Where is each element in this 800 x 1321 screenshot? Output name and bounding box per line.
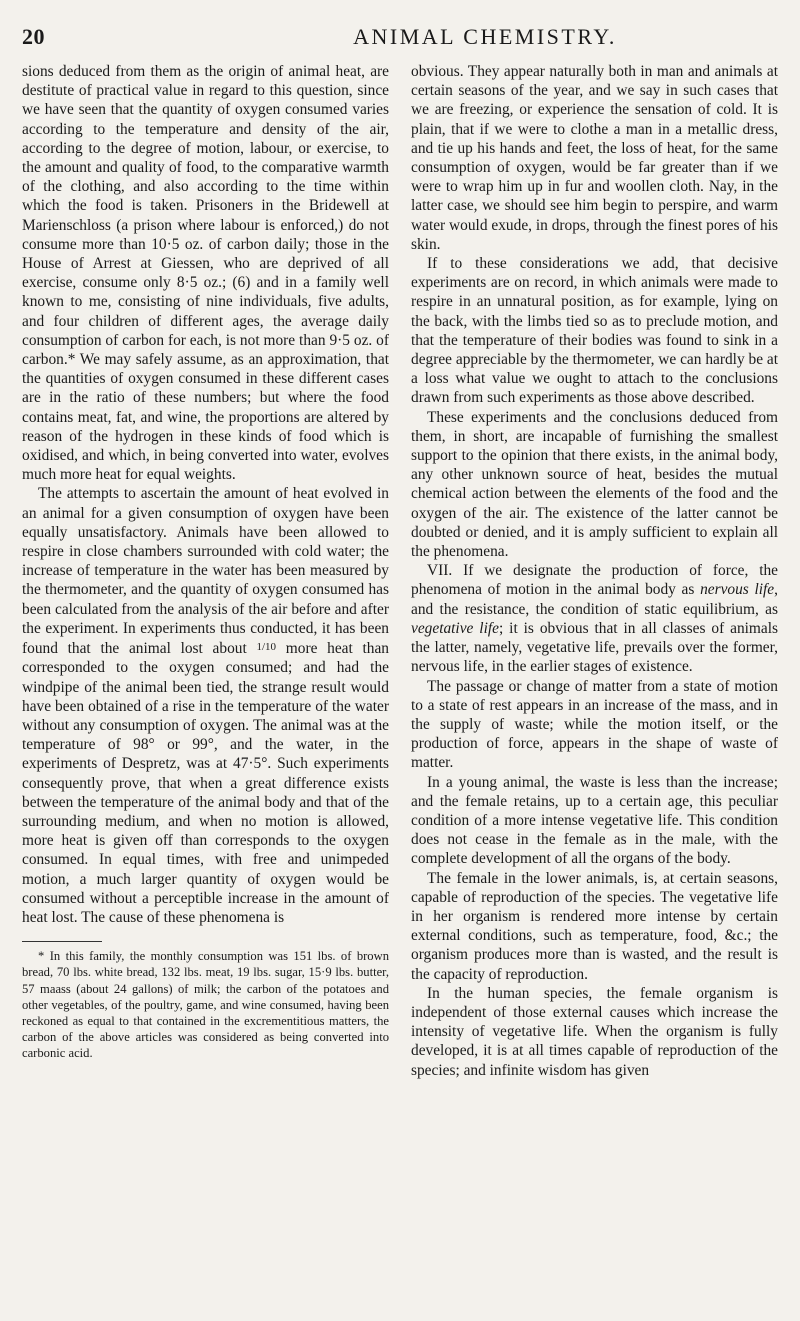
paragraph: In the human species, the female organism is independent of those external causes which increase the intensity of vegetative life. When the organism is fully developed, it is at all times capable of reproduction of the species; and infinite wisdom has given — [411, 984, 778, 1079]
paragraph-text: , and the resistance, the condition of static equilibrium, as — [411, 581, 778, 618]
fraction: 1/10 — [256, 641, 277, 654]
page-header — [22, 20, 778, 54]
emphasis: vegetative life — [411, 619, 499, 637]
left-column — [22, 62, 389, 1062]
paragraph: obvious. They appear naturally both in man and animals at certain seasons of the year, and we say in such cases that we are freezing, or experience the sensation of cold. It is plain, that if we were to clothe a man in a metallic dress, and tie up his hands and feet, the loss of heat, for the same consumption of oxygen, would be far greater than if we were to wrap him up in fur and woollen cloth. Nay, in the latter case, we should see him begin to perspire, and warm water would exude, in drops, through the finest pores of his skin. — [411, 63, 778, 253]
running-head: ANIMAL CHEMISTRY. — [353, 24, 617, 49]
footnote-rule — [22, 941, 102, 942]
paragraph: sions deduced from them as the origin of animal heat, are destitute of practical value in regard to this question, since we have seen that the quantity of oxygen consumed varies according to the temperature and density of the air, according to the degree of motion, labour, or exercise, to the amount and quality of food, to the comparative warmth of the clothing, and also according to the time within which the food is taken. Prisoners in the Bridewell at Marienschloss (a prison where labour is enforced,) do not consume more than 10·5 oz. of carbon daily; those in the House of Arrest at Giessen, who are deprived of all exercise, consume only 8·5 oz.; (6) and in a family well known to me, consisting of nine individuals, five adults, and four children of different ages, the average daily consumption of carbon for each, is not more than 9·5 oz. of carbon.* We may safely assume, as an approximation, that the quantities of oxygen consumed in these different cases are in the ratio of these numbers; but where the food contains meat, fat, and wine, the proportions are altered by reason of the hydrogen in these kinds of food which is oxidised, and which, in being converted into water, evolves much more heat for equal weights. — [22, 63, 389, 484]
emphasis: nervous life — [700, 581, 775, 599]
footnote: * In this family, the monthly consumption was 151 lbs. of brown bread, 70 lbs. white bread, 132 lbs. meat, 19 lbs. sugar, 15·9 lbs. butter, 57 maass (about 24 gallons) of milk; the carbon of the potatoes and other vegetables, of the poultry, game, and wine consumed, having been reckoned as equal to that contained in the excrementitious matters, the carbon of the above articles was considered as being converted into carbonic acid. — [22, 949, 389, 1061]
paragraph — [22, 484, 389, 927]
paragraph — [411, 561, 778, 676]
paragraph: The female in the lower animals, is, at certain seasons, capable of reproduction of the species. The vegetative life in her organism is rendered more intense by certain external conditions, such as temperature, food, &c.; the organism produces more than is wasted, and the result is the capacity of reproduction. — [411, 869, 778, 983]
paragraph: The passage or change of matter from a state of motion to a state of rest appears in an increase of the mass, and in the supply of waste; while the motion itself, or the production of force, appears in the shape of waste of matter. — [411, 677, 778, 772]
paragraph: In a young animal, the waste is less than the increase; and the female retains, up to a certain age, this peculiar condition of a more intense vegetative life. This condition does not cease in the female as in the male, with the complete development of all the organs of the body. — [411, 773, 778, 868]
paragraph-text: ; it is obvious that in all classes of animals the latter, namely, vegetative life, prevails over the former, nervous life, in the earlier stages of existence. — [411, 619, 778, 676]
paragraph: If to these considerations we add, that decisive experiments are on record, in which animals were made to respire in an unnatural position, as for example, lying on the back, with the limbs tied so as to preclude motion, and that the temperature of their bodies was found to sink in a degree appreciable by the thermometer, we can hardly be at a loss what value we ought to attach to the conclusions drawn from such experiments as those above described. — [411, 255, 778, 407]
right-column — [411, 62, 778, 1080]
paragraph-text: The attempts to ascertain the amount of heat evolved in an animal for a given consumption of oxygen have been equally unsatisfactory. Animals have been allowed to respire in close chambers surrounded with cold water; the increase of temperature in the water has been measured by the thermometer, and the quantity of oxygen consumed has been calculated from the analysis of the air before and after the experiment. In experiments thus conducted, it has been found that the animal lost about — [22, 485, 389, 658]
paragraph: These experiments and the conclusions deduced from them, in short, are incapable of furnishing the smallest support to the opinion that there exists, in the animal body, any other unknown source of heat, besides the mutual chemical action between the elements of the food and the oxygen of the air. The existence of the latter cannot be doubted or denied, and it is amply sufficient to explain all the phenomena. — [411, 408, 778, 561]
page-number: 20 — [22, 24, 45, 49]
paragraph-text: more heat than corresponded to the oxygen consumed; and had the windpipe of the animal been tied, the strange result would have been obtained of a rise in the temperature of the water without any consumption of oxygen. The animal was at the temperature of 98° or 99°, and the water, in the experiments of Despretz, was at 47·5°. Such experiments consequently prove, that when a great difference exists between the temperature of the animal body and that of the surrounding medium, and when no motion is allowed, more heat is given off than corresponds to the oxygen consumed. In equal times, with free and unimpeded motion, a much larger quantity of oxygen would be consumed without a perceptible increase in the amount of heat lost. The cause of these phenomena is — [22, 640, 389, 926]
paragraph-text: VII. If we designate the production of force, the phenomena of motion in the animal body as — [411, 562, 778, 599]
